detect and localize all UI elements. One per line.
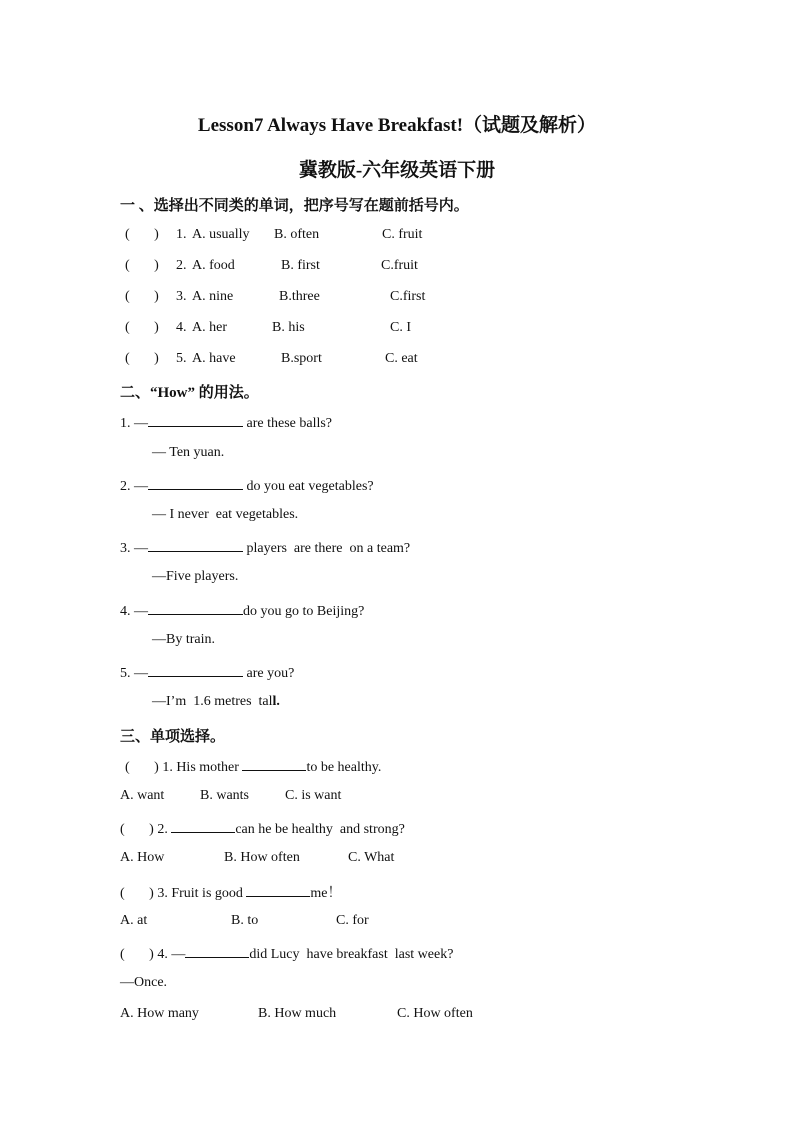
item-number: 5. xyxy=(176,351,187,366)
option-a: A. How xyxy=(120,850,165,865)
answer-text: —I’m 1.6 metres tal xyxy=(152,694,273,709)
section2-question xyxy=(120,476,374,495)
question-number: 3. — xyxy=(120,541,148,556)
answer-blank[interactable] xyxy=(171,819,235,833)
question-text: are these balls? xyxy=(243,416,333,431)
option-b: B. wants xyxy=(200,788,249,803)
option-b: B. his xyxy=(272,320,305,335)
section2-question xyxy=(120,663,294,682)
item-number: 4. xyxy=(176,320,187,335)
answer-blank[interactable] xyxy=(148,538,243,552)
answer-blank[interactable] xyxy=(148,663,243,677)
section2-answer: —By train. xyxy=(152,632,215,647)
section3-question xyxy=(120,882,342,902)
option-b: B. first xyxy=(281,258,320,273)
document-title: Lesson7 Always Have Breakfast!（试题及解析） xyxy=(197,115,597,136)
answer-blank[interactable] xyxy=(246,883,310,897)
section3-question xyxy=(125,757,381,776)
option-c: C.fruit xyxy=(381,258,418,273)
answer-blank[interactable] xyxy=(148,413,243,427)
answer-blank[interactable] xyxy=(242,757,306,771)
option-b: B. How much xyxy=(258,1006,337,1021)
question-number: 1. — xyxy=(120,416,148,431)
answer-paren: ( ) xyxy=(125,258,159,273)
question-text: me！ xyxy=(310,886,342,901)
option-c: C. fruit xyxy=(382,227,423,242)
option-a: A. nine xyxy=(192,289,234,304)
section3-answer: —Once. xyxy=(120,975,168,990)
question-text: ( ) 2. xyxy=(120,822,172,837)
answer-blank[interactable] xyxy=(148,601,243,615)
answer-blank[interactable] xyxy=(148,476,243,490)
answer-blank[interactable] xyxy=(185,944,249,958)
item-number: 2. xyxy=(176,258,187,273)
question-number: 4. — xyxy=(120,604,148,619)
option-a: A. food xyxy=(192,258,235,273)
answer-text-bold: l. xyxy=(272,694,280,709)
option-c: C. How often xyxy=(397,1006,473,1021)
option-a: A. at xyxy=(120,913,148,928)
item-number: 1. xyxy=(176,227,187,242)
option-a: A. usually xyxy=(192,227,250,242)
section2-question xyxy=(120,601,364,620)
section3-heading: 三、单项选择。 xyxy=(120,729,226,745)
section3-question xyxy=(120,944,453,963)
option-a: A. her xyxy=(192,320,227,335)
option-a: A. want xyxy=(120,788,165,803)
question-number: 2. — xyxy=(120,479,148,494)
option-c: C. I xyxy=(390,320,411,335)
option-b: B. How often xyxy=(224,850,300,865)
question-text: ( ) 4. — xyxy=(120,947,186,962)
option-c: C. What xyxy=(348,850,395,865)
answer-paren: ( ) xyxy=(125,320,159,335)
section2-answer: — Ten yuan. xyxy=(152,445,225,460)
section2-answer: — I never eat vegetables. xyxy=(152,507,299,522)
section2-question xyxy=(120,413,332,432)
question-text: do you go to Beijing? xyxy=(243,604,365,619)
option-c: C. for xyxy=(336,913,369,928)
section2-heading: 二、“How” 的用法。 xyxy=(120,385,259,401)
option-a: A. have xyxy=(192,351,236,366)
option-c: C.first xyxy=(390,289,426,304)
section1-heading: 一 、选择出不同类的单词，把序号写在题前括号内。 xyxy=(120,198,469,214)
question-text: players are there on a team? xyxy=(243,541,411,556)
question-text: are you? xyxy=(243,666,295,681)
question-number: 5. — xyxy=(120,666,148,681)
document-subtitle: 冀教版-六年级英语下册 xyxy=(298,160,496,181)
option-c: C. is want xyxy=(285,788,342,803)
option-a: A. How many xyxy=(120,1006,199,1021)
section2-question xyxy=(120,538,410,557)
item-number: 3. xyxy=(176,289,187,304)
question-text: to be healthy. xyxy=(306,760,382,775)
option-b: B. to xyxy=(231,913,259,928)
section2-answer xyxy=(152,694,280,710)
question-text: do you eat vegetables? xyxy=(243,479,374,494)
question-text: ( ) 1. His mother xyxy=(125,760,243,775)
answer-paren: ( ) xyxy=(125,227,159,242)
answer-paren: ( ) xyxy=(125,289,159,304)
answer-paren: ( ) xyxy=(125,351,159,366)
option-b: B.sport xyxy=(281,351,322,366)
question-text: can he be healthy and strong? xyxy=(235,822,405,837)
option-b: B. often xyxy=(274,227,320,242)
option-b: B.three xyxy=(279,289,320,304)
option-c: C. eat xyxy=(385,351,418,366)
question-text: ( ) 3. Fruit is good xyxy=(120,886,247,901)
question-text: did Lucy have breakfast last week? xyxy=(249,947,454,962)
section2-answer: —Five players. xyxy=(152,569,239,584)
section3-question xyxy=(120,819,405,838)
